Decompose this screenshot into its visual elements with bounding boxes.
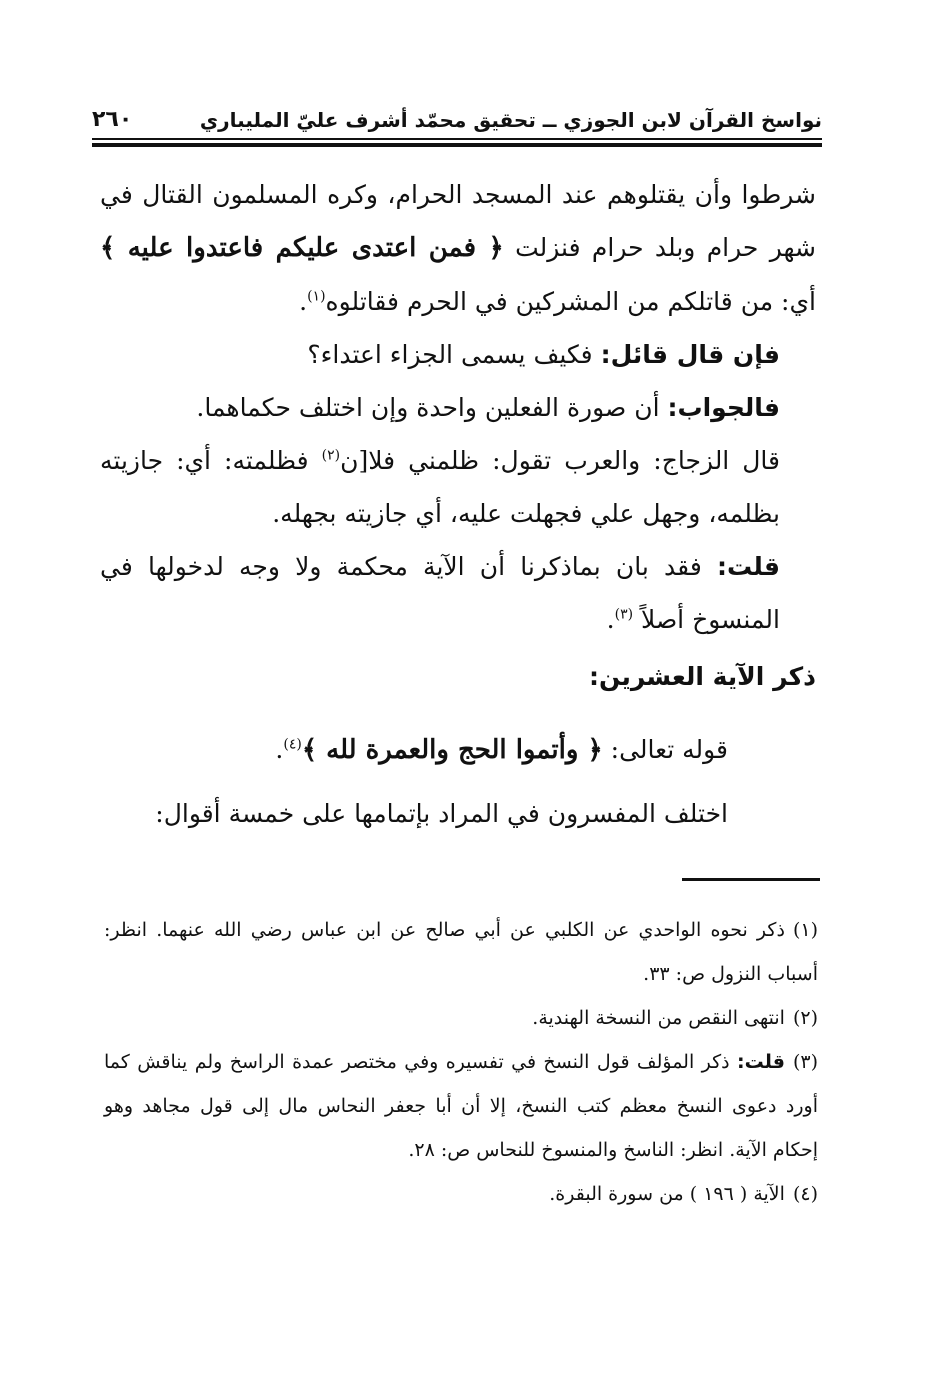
paragraph-text: فظلمته: أي: جازيته بظلمه، وجهل علي فجهلت عليه، أي جازيته بجهله. xyxy=(100,446,780,528)
quran-verse: ﴿ وأتموا الحج والعمرة لله ﴾ xyxy=(301,735,603,765)
running-header xyxy=(92,92,822,132)
question-text: فكيف يسمى الجزاء اعتداء؟ xyxy=(307,340,601,369)
paragraph-question xyxy=(100,328,816,381)
paragraph-text: قال الزجاج: والعرب تقول: ظلمني فلا[ن xyxy=(340,446,781,475)
answer-label: فالجواب: xyxy=(667,393,780,422)
header-rule-thin xyxy=(92,138,822,140)
footnote-number: (٤) xyxy=(792,1183,818,1205)
quran-quote: ﴿ فمن اعتدى عليكم فاعتدوا عليه ﴾ xyxy=(100,233,504,263)
page-number: ٢٦٠ xyxy=(92,107,133,132)
footnote-4 xyxy=(104,1172,818,1216)
footnote-text: ذكر نحوه الواحدي عن الكلبي عن أبي صالح عن ابن عباس رضي الله عنهما. انظر: أسباب النزول ص: ٣٣. xyxy=(104,919,818,985)
footnote-text: الآية ( ١٩٦ ) من سورة البقرة. xyxy=(549,1183,785,1205)
paragraph-text: أي: من قاتلكم من المشركين في الحرم فقاتلوه xyxy=(325,287,816,316)
footnote-1 xyxy=(104,908,818,996)
footnote-text: انتهى النقص من النسخة الهندية. xyxy=(532,1007,785,1029)
question-label: فإن قال قائل: xyxy=(600,340,780,369)
paragraph-text: شرطوا وأن يقتلوهم عند المسجد الحرام، وكره المسلمون القتال في شهر حرام وبلد حرام فنزلت xyxy=(100,180,816,262)
footnote-ref-3[interactable]: (٣) xyxy=(614,606,634,623)
paragraph-zajjaj xyxy=(100,434,816,540)
footnote-number: (١) xyxy=(792,919,818,941)
paragraph-context xyxy=(100,168,816,328)
paragraph-text: . xyxy=(606,605,615,634)
footnotes xyxy=(104,908,818,1216)
footnote-ref-2[interactable]: (٢) xyxy=(321,447,341,464)
answer-text: أن صورة الفعلين واحدة وإن اختلف حكماهما. xyxy=(196,393,668,422)
section-heading: ذكر الآية العشرين: xyxy=(588,662,816,691)
verse-line xyxy=(100,723,816,777)
main-text xyxy=(100,168,816,840)
footnote-separator xyxy=(682,878,820,881)
footnote-label: قلت: xyxy=(737,1051,785,1073)
footnote-text: ذكر المؤلف قول النسخ في تفسيره وفي مختصر عمدة الراسخ ولم يناقش كما أورد دعوى النسخ معظم كتب النسخ، إلا أن أبا جعفر النحاس مال إلى قول مجاهد وهو إحكام الآية. انظر: الناسخ والمنسوخ للنحاس ص: ٢٨. xyxy=(104,1051,818,1161)
closing-line: اختلف المفسرون في المراد بإتمامها على خمسة أقوال: xyxy=(155,799,728,828)
footnote-number: (٢) xyxy=(792,1007,818,1029)
running-header-title: نواسخ القرآن لابن الجوزي ــ تحقيق محمّد أشرف عليّ المليباري xyxy=(199,108,822,132)
qult-text: فقد بان بماذكرنا أن الآية محكمة ولا وجه لدخولها في المنسوخ أصلاً xyxy=(100,552,780,634)
footnote-3 xyxy=(104,1040,818,1172)
paragraph-answer xyxy=(100,381,816,434)
paragraph-text: . xyxy=(299,287,308,316)
footnote-ref-1[interactable]: (١) xyxy=(307,288,326,305)
footnote-ref-4[interactable]: (٤) xyxy=(283,736,302,753)
paragraph-qult xyxy=(100,540,816,646)
paragraph-text: . xyxy=(275,735,284,764)
header-rule-thick xyxy=(92,143,822,147)
verse-intro: قوله تعالى: xyxy=(602,735,728,764)
footnote-2 xyxy=(104,996,818,1040)
footnote-number: (٣) xyxy=(792,1051,818,1073)
qult-label: قلت: xyxy=(716,552,780,581)
